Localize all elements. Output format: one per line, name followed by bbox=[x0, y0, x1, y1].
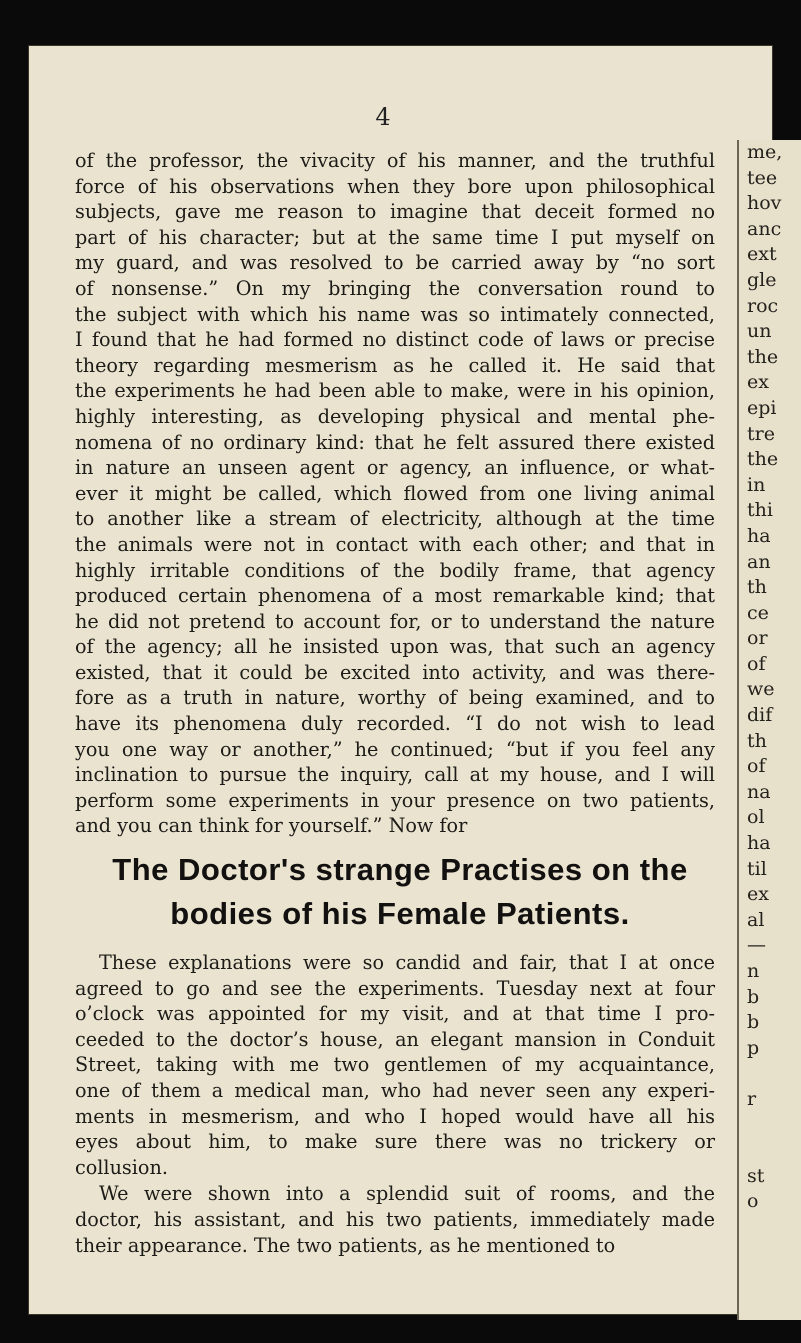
text-line: existed, that it could be excited into activity, and was there- bbox=[75, 660, 715, 684]
next-page-fragment: epi bbox=[747, 396, 777, 419]
next-page-fragment: gle bbox=[747, 268, 777, 291]
next-page-fragment: tee bbox=[747, 166, 778, 189]
next-page-fragment: the bbox=[747, 448, 779, 471]
next-page-fragment: b bbox=[747, 1011, 760, 1034]
text-line: inclination to pursue the inquiry, call at my house, and I will bbox=[75, 763, 715, 787]
next-page-fragment: of bbox=[747, 652, 766, 675]
next-page-fragment: me, bbox=[747, 141, 783, 163]
text-line: the experiments he had been able to make, were in his opinion, bbox=[75, 379, 715, 403]
paragraph-3 bbox=[75, 1181, 715, 1258]
next-page-fragment: st bbox=[747, 1164, 765, 1187]
text-line: highly irritable conditions of the bodily frame, that agency bbox=[75, 558, 715, 582]
text-line: he did not pretend to account for, or to understand the nature bbox=[75, 609, 715, 633]
text-line: highly interesting, as developing physical and mental phe- bbox=[75, 404, 715, 428]
next-page-fragment: th bbox=[747, 729, 767, 752]
next-page-fragment: ex bbox=[747, 371, 769, 394]
next-page-fragment: ha bbox=[747, 524, 771, 547]
text-line: doctor, his assistant, and his two patients, immediately made bbox=[75, 1207, 715, 1231]
next-page-fragment: na bbox=[747, 780, 771, 803]
paragraph-1 bbox=[75, 148, 715, 839]
next-page-fragment: tre bbox=[747, 422, 775, 445]
next-page-fragment bbox=[739, 1138, 801, 1164]
text-line: and you can think for yourself.” Now for bbox=[75, 814, 468, 838]
next-page-fragment: we bbox=[747, 678, 775, 701]
adjacent-page-edge bbox=[737, 140, 801, 1320]
text-line: the subject with which his name was so intimately connected, bbox=[75, 302, 715, 326]
text-line: you one way or another,” he continued; “but if you feel any bbox=[75, 737, 715, 761]
text-line: subjects, gave me reason to imagine that deceit formed no bbox=[75, 200, 715, 224]
section-heading bbox=[75, 848, 725, 936]
next-page-fragment: ex bbox=[747, 883, 769, 906]
text-line: ceeded to the doctor’s house, an elegant mansion in Conduit bbox=[75, 1027, 715, 1051]
text-line: force of his observations when they bore upon philosophical bbox=[75, 174, 715, 198]
next-page-fragment: til bbox=[747, 857, 767, 880]
next-page-fragment: ol bbox=[747, 806, 765, 829]
next-page-fragment bbox=[739, 1113, 801, 1139]
next-page-fragment: b bbox=[747, 985, 760, 1008]
text-line: their appearance. The two patients, as he mentioned to bbox=[75, 1233, 616, 1257]
text-line: of the professor, the vivacity of his manner, and the truthful bbox=[75, 149, 715, 172]
next-page-fragment: th bbox=[747, 576, 767, 599]
heading-line: The Doctor's strange Practises on the bbox=[112, 852, 688, 887]
text-line: ments in mesmerism, and who I hoped would have all his bbox=[75, 1104, 715, 1128]
paragraph-2-and-3 bbox=[75, 950, 715, 1258]
next-page-fragment: un bbox=[747, 320, 772, 343]
text-line: produced certain phenomena of a most remarkable kind; that bbox=[75, 584, 715, 608]
next-page-fragment: thi bbox=[747, 499, 773, 522]
text-line: in nature an unseen agent or agency, an influence, or what- bbox=[75, 456, 715, 480]
text-line: theory regarding mesmerism as he called it. He said that bbox=[75, 353, 715, 377]
heading-line: bodies of his Female Patients. bbox=[170, 896, 630, 931]
next-page-fragment: the bbox=[747, 345, 779, 368]
text-line: I found that he had formed no distinct code of laws or precise bbox=[75, 328, 715, 352]
next-page-fragment: n bbox=[747, 960, 760, 982]
text-line: nomena of no ordinary kind: that he felt assured there existed bbox=[75, 430, 715, 454]
next-page-fragment: of bbox=[747, 755, 766, 778]
next-page-fragment: hov bbox=[747, 192, 782, 215]
next-page-fragment: ha bbox=[747, 832, 771, 855]
text-line: ever it might be called, which flowed from one living animal bbox=[75, 481, 715, 505]
text-line: eyes about him, to make sure there was no trickery or bbox=[75, 1130, 715, 1154]
text-line: my guard, and was resolved to be carried away by “no sort bbox=[75, 251, 715, 275]
text-line: have its phenomena duly recorded. “I do not wish to lead bbox=[75, 712, 715, 736]
text-line: perform some experiments in your presence on two patients, bbox=[75, 788, 715, 812]
next-page-fragment: dif bbox=[747, 704, 773, 727]
text-line: agreed to go and see the experiments. Tuesday next at four bbox=[75, 976, 715, 1000]
text-line: fore as a truth in nature, worthy of being examined, and to bbox=[75, 686, 715, 710]
next-page-fragment: al bbox=[747, 908, 765, 931]
text-line: of nonsense.” On my bringing the conversation round to bbox=[75, 276, 715, 300]
text-line: one of them a medical man, who had never seen any experi- bbox=[75, 1078, 715, 1102]
text-line: to another like a stream of electricity, although at the time bbox=[75, 507, 715, 531]
text-line: of the agency; all he insisted upon was, that such an agency bbox=[75, 635, 715, 659]
text-line: the animals were not in contact with each other; and that in bbox=[75, 532, 715, 556]
text-line: We were shown into a splendid suit of rooms, and the bbox=[99, 1182, 715, 1206]
next-page-fragment: ce bbox=[747, 601, 769, 624]
next-page-fragment: p bbox=[747, 1036, 760, 1059]
next-page-fragment: roc bbox=[747, 294, 779, 317]
next-page-fragment: or bbox=[747, 627, 768, 650]
next-page-fragment bbox=[739, 1061, 801, 1087]
text-line: part of his character; but at the same time I put myself on bbox=[75, 225, 715, 249]
next-page-fragment: in bbox=[747, 473, 766, 496]
next-page-fragment: — bbox=[747, 934, 766, 957]
next-page-fragment: o bbox=[747, 1190, 759, 1213]
next-page-fragment: anc bbox=[747, 217, 782, 240]
text-line: These explanations were so candid and fair, that I at once bbox=[99, 951, 715, 974]
paragraph-2 bbox=[75, 950, 715, 1180]
text-line: o’clock was appointed for my visit, and at that time I pro- bbox=[75, 1002, 715, 1026]
text-line: collusion. bbox=[75, 1155, 168, 1179]
next-page-fragment: an bbox=[747, 550, 771, 573]
page-number: 4 bbox=[375, 103, 391, 131]
text-line: Street, taking with me two gentlemen of my acquaintance, bbox=[75, 1053, 715, 1077]
next-page-fragment: r bbox=[747, 1087, 757, 1110]
next-page-fragment: ext bbox=[747, 243, 777, 266]
